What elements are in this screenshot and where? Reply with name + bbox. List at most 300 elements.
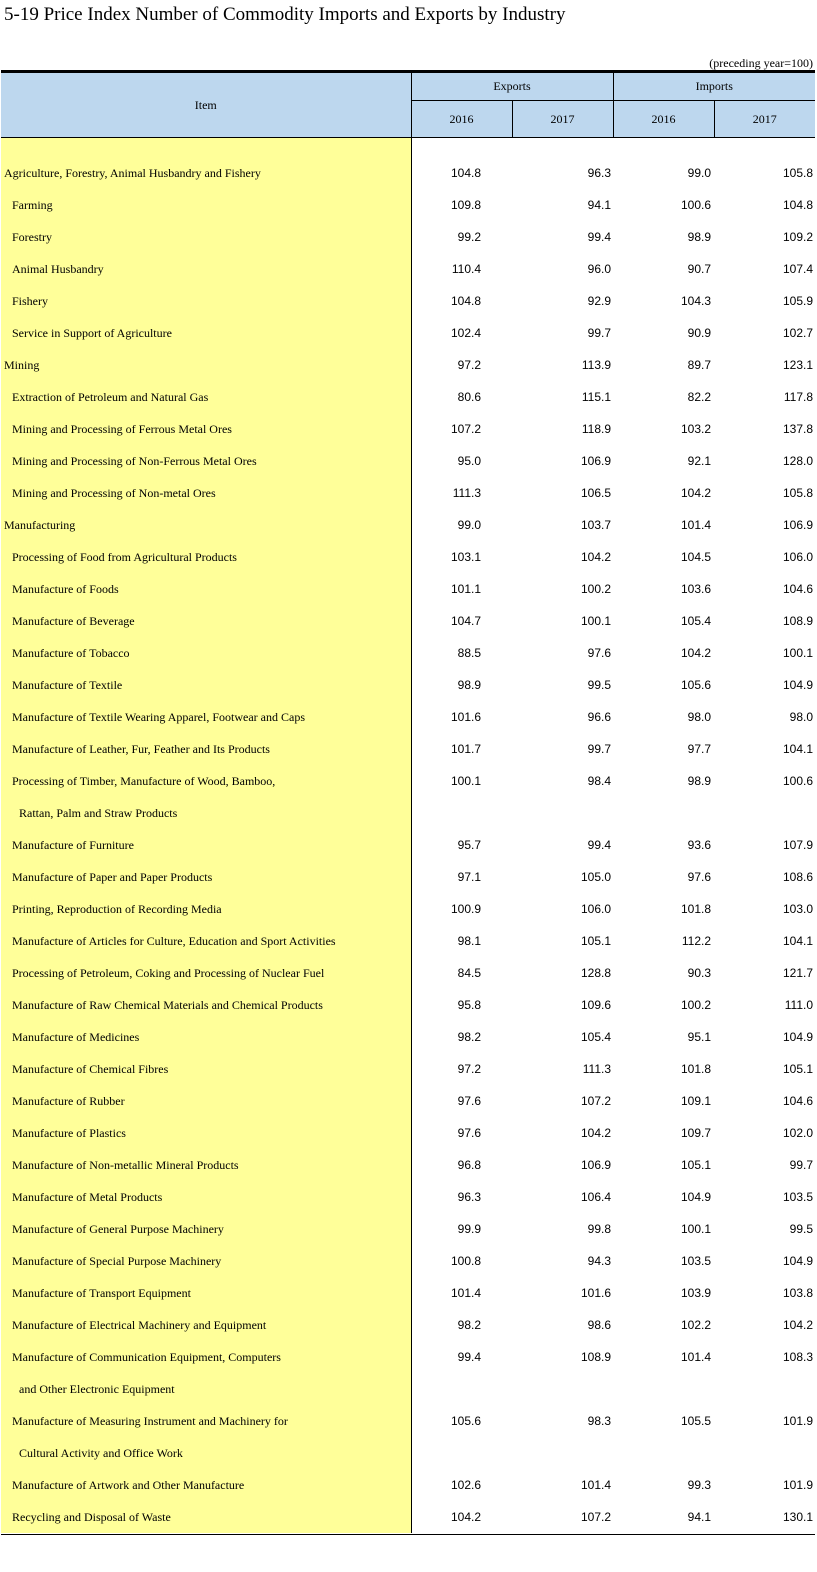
unit-note: (preceding year=100) <box>709 56 813 70</box>
row-label: Mining and Processing of Non-Ferrous Metal Ores <box>12 453 257 468</box>
row-label: Manufacture of Rubber <box>12 1093 125 1108</box>
imports-2016-value: 98.9 <box>687 230 711 244</box>
row-label-cell <box>1 1341 411 1373</box>
exports-2016-value: 100.1 <box>450 774 481 788</box>
table-row <box>1 861 815 893</box>
exports-2017-value: 100.1 <box>580 614 611 628</box>
empty-cell <box>512 797 613 829</box>
row-label-cell <box>1 1085 411 1117</box>
row-label: Agriculture, Forestry, Animal Husbandry and Fishery <box>4 165 261 180</box>
row-label-cell <box>1 477 411 509</box>
table-row <box>1 509 815 541</box>
row-label-cell <box>1 605 411 637</box>
table-row <box>1 605 815 637</box>
empty-cell <box>512 1373 613 1405</box>
exports-2016-value: 95.7 <box>457 838 481 852</box>
table-row <box>1 701 815 733</box>
page-title: 5-19 Price Index Number of Commodity Imports and Exports by Industry <box>4 4 566 25</box>
row-label: Manufacture of Measuring Instrument and Machinery for <box>12 1413 288 1428</box>
imports-2017-value: 106.9 <box>782 518 813 532</box>
imports-2016-value: 99.3 <box>687 1478 711 1492</box>
imports-2016-value: 105.1 <box>680 1158 711 1172</box>
imports-2017-value: 107.9 <box>782 838 813 852</box>
imports-2016-value: 105.5 <box>680 1414 711 1428</box>
exports-2016-value: 97.1 <box>457 870 481 884</box>
exports-2017-value: 111.3 <box>582 1062 611 1076</box>
row-label-cell <box>1 541 411 573</box>
header-imports-2017: 2017 <box>714 101 815 138</box>
row-label: Fishery <box>12 293 48 308</box>
exports-2017-value: 92.9 <box>587 294 611 308</box>
row-label-cell <box>1 765 411 797</box>
row-label: Processing of Timber, Manufacture of Wood, Bamboo, <box>12 773 276 788</box>
exports-2017-value: 107.2 <box>580 1510 611 1524</box>
row-label: Mining <box>4 357 40 372</box>
imports-2017-value: 108.6 <box>782 870 813 884</box>
imports-2016-value: 89.7 <box>687 358 711 372</box>
row-label: Manufacture of Leather, Fur, Feather and Its Products <box>12 741 270 756</box>
exports-2017-value: 105.1 <box>580 934 611 948</box>
row-label-cell <box>1 1309 411 1341</box>
row-label: Manufacture of Artwork and Other Manufacture <box>12 1477 245 1492</box>
exports-2017-value: 98.4 <box>587 774 611 788</box>
exports-2016-value: 80.6 <box>457 390 481 404</box>
empty-cell <box>714 797 815 829</box>
imports-2017-value: 100.1 <box>782 646 813 660</box>
imports-2017-value: 111.0 <box>784 998 813 1012</box>
imports-2016-value: 90.9 <box>687 326 711 340</box>
row-label-cell <box>1 1181 411 1213</box>
table-row <box>1 989 815 1021</box>
row-label-continuation: and Other Electronic Equipment <box>19 1381 175 1396</box>
imports-2016-value: 100.6 <box>680 198 711 212</box>
imports-2017-value: 106.0 <box>782 550 813 564</box>
row-label-cell <box>1 253 411 285</box>
table-row <box>1 1309 815 1341</box>
exports-2016-value: 97.2 <box>457 1062 481 1076</box>
imports-2017-value: 103.5 <box>782 1190 813 1204</box>
imports-2016-value: 103.9 <box>680 1286 711 1300</box>
row-label-cell <box>1 637 411 669</box>
exports-2016-value: 110.4 <box>451 262 481 276</box>
imports-2017-value: 104.1 <box>782 934 813 948</box>
imports-2017-value: 108.3 <box>782 1350 813 1364</box>
imports-2016-value: 104.2 <box>680 486 711 500</box>
exports-2017-value: 99.4 <box>587 838 611 852</box>
exports-2016-value: 101.7 <box>450 742 481 756</box>
row-label-cell <box>1 1437 411 1469</box>
imports-2017-value: 98.0 <box>789 710 813 724</box>
imports-2017-value: 104.9 <box>782 1254 813 1268</box>
table-row <box>1 285 815 317</box>
exports-2017-value: 99.7 <box>587 742 611 756</box>
table-row <box>1 221 815 253</box>
row-label-cell <box>1 381 411 413</box>
table-row <box>1 381 815 413</box>
empty-cell <box>714 1437 815 1469</box>
exports-2017-value: 100.2 <box>580 582 611 596</box>
exports-2017-value: 99.8 <box>587 1222 611 1236</box>
exports-2016-value: 99.2 <box>457 230 481 244</box>
imports-2016-value: 99.0 <box>687 166 711 180</box>
imports-2017-value: 117.8 <box>783 390 813 404</box>
imports-2017-value: 100.6 <box>782 774 813 788</box>
row-label-cell <box>1 957 411 989</box>
imports-2016-value: 100.2 <box>680 998 711 1012</box>
exports-2016-value: 100.9 <box>450 902 481 916</box>
exports-2016-value: 97.6 <box>457 1126 481 1140</box>
row-label-cell <box>1 1501 411 1533</box>
row-label-cell <box>1 317 411 349</box>
imports-2016-value: 98.9 <box>687 774 711 788</box>
row-label-cell <box>1 1373 411 1405</box>
row-label-cell <box>1 157 411 189</box>
exports-2016-value: 97.6 <box>457 1094 481 1108</box>
row-label: Processing of Food from Agricultural Products <box>12 549 237 564</box>
imports-2016-value: 105.6 <box>680 678 711 692</box>
exports-2016-value: 104.8 <box>450 166 481 180</box>
row-label-cell <box>1 893 411 925</box>
exports-2016-value: 99.4 <box>457 1350 481 1364</box>
table-row <box>1 1469 815 1501</box>
imports-2016-value: 104.3 <box>680 294 711 308</box>
empty-cell <box>411 1437 512 1469</box>
exports-2016-value: 101.1 <box>450 582 481 596</box>
exports-2017-value: 106.5 <box>580 486 611 500</box>
row-label: Animal Husbandry <box>12 261 104 276</box>
empty-cell <box>613 1437 714 1469</box>
row-label: Manufacture of Special Purpose Machinery <box>12 1253 222 1268</box>
exports-2017-value: 106.9 <box>580 1158 611 1172</box>
table-row <box>1 893 815 925</box>
imports-2017-value: 103.0 <box>782 902 813 916</box>
row-label-cell <box>1 1245 411 1277</box>
imports-2016-value: 93.6 <box>687 838 711 852</box>
exports-2016-value: 84.5 <box>457 966 481 980</box>
row-label-cell <box>1 445 411 477</box>
row-label: Farming <box>12 197 53 212</box>
exports-2016-value: 98.9 <box>457 678 481 692</box>
exports-2016-value: 99.0 <box>457 518 481 532</box>
exports-2016-value: 105.6 <box>450 1414 481 1428</box>
imports-2016-value: 90.3 <box>687 966 711 980</box>
imports-2017-value: 105.1 <box>782 1062 813 1076</box>
table-row <box>1 1245 815 1277</box>
row-label: Manufacture of Beverage <box>12 613 135 628</box>
exports-2017-value: 99.4 <box>587 230 611 244</box>
imports-2016-value: 104.2 <box>680 646 711 660</box>
exports-2016-value: 98.2 <box>457 1030 481 1044</box>
row-label: Extraction of Petroleum and Natural Gas <box>12 389 209 404</box>
exports-2017-value: 99.7 <box>587 326 611 340</box>
row-label-cell <box>1 925 411 957</box>
exports-2016-value: 104.7 <box>450 614 481 628</box>
imports-2016-value: 103.5 <box>680 1254 711 1268</box>
imports-2017-value: 102.7 <box>782 326 813 340</box>
imports-2017-value: 105.8 <box>782 166 813 180</box>
table-row <box>1 957 815 989</box>
row-label-cell <box>1 829 411 861</box>
exports-2016-value: 111.3 <box>452 486 481 500</box>
exports-2016-value: 95.8 <box>457 998 481 1012</box>
imports-2016-value: 94.1 <box>687 1510 711 1524</box>
table-row <box>1 1405 815 1437</box>
header-imports: Imports <box>613 73 815 101</box>
table-row <box>1 1213 815 1245</box>
table-row <box>1 1277 815 1309</box>
table-row <box>1 189 815 221</box>
imports-2017-value: 104.1 <box>782 742 813 756</box>
imports-2017-value: 109.2 <box>782 230 813 244</box>
exports-2017-value: 96.3 <box>587 166 611 180</box>
table-row <box>1 765 815 797</box>
row-label: Manufacture of Articles for Culture, Education and Sport Activities <box>12 933 336 948</box>
row-label-cell <box>1 221 411 253</box>
imports-2016-value: 104.9 <box>680 1190 711 1204</box>
exports-2017-value: 105.4 <box>580 1030 611 1044</box>
imports-2016-value: 102.2 <box>680 1318 711 1332</box>
imports-2016-value: 95.1 <box>687 1030 711 1044</box>
row-label: Manufacture of Textile Wearing Apparel, Footwear and Caps <box>12 709 305 724</box>
imports-2016-value: 103.2 <box>680 422 711 436</box>
table-row <box>1 253 815 285</box>
imports-2017-value: 102.0 <box>782 1126 813 1140</box>
row-label: Printing, Reproduction of Recording Media <box>12 901 222 916</box>
row-label: Processing of Petroleum, Coking and Processing of Nuclear Fuel <box>12 965 325 980</box>
imports-2017-value: 101.9 <box>782 1478 813 1492</box>
row-label: Manufacture of Communication Equipment, Computers <box>12 1349 281 1364</box>
imports-2016-value: 98.0 <box>687 710 711 724</box>
imports-2016-value: 82.2 <box>687 390 711 404</box>
imports-2016-value: 112.2 <box>681 934 711 948</box>
imports-2017-value: 121.7 <box>782 966 813 980</box>
imports-2016-value: 101.8 <box>680 1062 711 1076</box>
exports-2017-value: 105.0 <box>580 870 611 884</box>
imports-2016-value: 104.5 <box>680 550 711 564</box>
row-label-cell <box>1 1405 411 1437</box>
table-row <box>1 1053 815 1085</box>
exports-2016-value: 96.3 <box>457 1190 481 1204</box>
row-label-cell <box>1 797 411 829</box>
row-label: Mining and Processing of Ferrous Metal Ores <box>12 421 232 436</box>
exports-2017-value: 128.8 <box>580 966 611 980</box>
imports-2017-value: 99.5 <box>789 1222 813 1236</box>
exports-2016-value: 99.9 <box>457 1222 481 1236</box>
row-label-cell <box>1 733 411 765</box>
empty-cell <box>512 1437 613 1469</box>
exports-2016-value: 98.1 <box>457 934 481 948</box>
exports-2016-value: 109.8 <box>450 198 481 212</box>
table-row <box>1 733 815 765</box>
exports-2016-value: 107.2 <box>450 422 481 436</box>
imports-2017-value: 128.0 <box>782 454 813 468</box>
row-label-cell <box>1 1213 411 1245</box>
exports-2017-value: 107.2 <box>580 1094 611 1108</box>
row-label: Manufacture of Transport Equipment <box>12 1285 191 1300</box>
table-body <box>1 138 815 1534</box>
imports-2016-value: 97.7 <box>687 742 711 756</box>
table-row <box>1 1021 815 1053</box>
header-item: Item <box>1 73 411 138</box>
row-label: Service in Support of Agriculture <box>12 325 172 340</box>
exports-2016-value: 102.6 <box>450 1478 481 1492</box>
exports-2016-value: 100.8 <box>450 1254 481 1268</box>
imports-2016-value: 109.7 <box>680 1126 711 1140</box>
table-row <box>1 445 815 477</box>
table-row <box>1 1501 815 1533</box>
row-label-cell <box>1 1117 411 1149</box>
table-row <box>1 1149 815 1181</box>
empty-cell <box>613 1373 714 1405</box>
imports-2017-value: 130.1 <box>782 1510 813 1524</box>
imports-2017-value: 104.2 <box>782 1318 813 1332</box>
table-row-continuation <box>1 797 815 829</box>
row-label: Manufacture of Foods <box>12 581 119 596</box>
exports-2017-value: 98.6 <box>587 1318 611 1332</box>
exports-2017-value: 106.4 <box>580 1190 611 1204</box>
table-row <box>1 1341 815 1373</box>
exports-2017-value: 106.9 <box>580 454 611 468</box>
row-label-cell <box>1 573 411 605</box>
exports-2017-value: 101.4 <box>580 1478 611 1492</box>
row-label-continuation: Rattan, Palm and Straw Products <box>19 805 178 820</box>
imports-2017-value: 123.1 <box>782 358 813 372</box>
exports-2017-value: 113.9 <box>581 358 611 372</box>
exports-2016-value: 88.5 <box>457 646 481 660</box>
header-exports: Exports <box>411 73 613 101</box>
table-row <box>1 829 815 861</box>
imports-2016-value: 92.1 <box>687 454 711 468</box>
table-row <box>1 1117 815 1149</box>
exports-2017-value: 104.2 <box>580 550 611 564</box>
imports-2017-value: 137.8 <box>782 422 813 436</box>
row-label: Recycling and Disposal of Waste <box>12 1509 171 1524</box>
table-row <box>1 317 815 349</box>
exports-2017-value: 94.1 <box>587 198 611 212</box>
header-imports-2016: 2016 <box>613 101 714 138</box>
exports-2017-value: 109.6 <box>580 998 611 1012</box>
table-row <box>1 413 815 445</box>
empty-cell <box>411 1373 512 1405</box>
imports-2016-value: 101.8 <box>680 902 711 916</box>
row-label-cell <box>1 861 411 893</box>
row-label-cell <box>1 349 411 381</box>
empty-cell <box>714 1373 815 1405</box>
row-label: Manufacture of Non-metallic Mineral Products <box>12 1157 239 1172</box>
header-exports-2017: 2017 <box>512 101 613 138</box>
row-label: Manufacture of Plastics <box>12 1125 126 1140</box>
imports-2017-value: 104.6 <box>782 582 813 596</box>
imports-2017-value: 105.9 <box>782 294 813 308</box>
exports-2017-value: 118.9 <box>581 422 611 436</box>
imports-2016-value: 101.4 <box>680 518 711 532</box>
imports-2016-value: 103.6 <box>680 582 711 596</box>
exports-2017-value: 103.7 <box>580 518 611 532</box>
imports-2016-value: 100.1 <box>680 1222 711 1236</box>
imports-2017-value: 105.8 <box>782 486 813 500</box>
exports-2016-value: 98.2 <box>457 1318 481 1332</box>
row-label: Manufacture of Raw Chemical Materials and Chemical Products <box>12 997 323 1012</box>
price-index-table <box>1 72 815 1533</box>
table-row <box>1 669 815 701</box>
row-label-cell <box>1 1021 411 1053</box>
imports-2017-value: 104.6 <box>782 1094 813 1108</box>
exports-2017-value: 106.0 <box>580 902 611 916</box>
exports-2016-value: 101.4 <box>450 1286 481 1300</box>
imports-2017-value: 107.4 <box>782 262 813 276</box>
row-label: Manufacture of Tobacco <box>12 645 130 660</box>
exports-2017-value: 96.0 <box>587 262 611 276</box>
imports-2017-value: 104.8 <box>782 198 813 212</box>
row-label: Manufacture of Textile <box>12 677 123 692</box>
imports-2017-value: 99.7 <box>789 1158 813 1172</box>
row-label: Manufacture of Metal Products <box>12 1189 163 1204</box>
exports-2017-value: 115.1 <box>581 390 611 404</box>
imports-2016-value: 101.4 <box>680 1350 711 1364</box>
empty-cell <box>411 797 512 829</box>
table-row-continuation <box>1 1437 815 1469</box>
exports-2016-value: 104.8 <box>450 294 481 308</box>
table-row <box>1 541 815 573</box>
exports-2016-value: 96.8 <box>457 1158 481 1172</box>
row-label: Manufacture of Chemical Fibres <box>12 1061 169 1076</box>
table-row-continuation <box>1 1373 815 1405</box>
row-label: Manufacture of General Purpose Machinery <box>12 1221 224 1236</box>
exports-2017-value: 96.6 <box>587 710 611 724</box>
exports-2017-value: 104.2 <box>580 1126 611 1140</box>
imports-2016-value: 90.7 <box>687 262 711 276</box>
imports-2016-value: 109.1 <box>680 1094 711 1108</box>
exports-2017-value: 97.6 <box>587 646 611 660</box>
row-label-cell <box>1 413 411 445</box>
row-label-cell <box>1 669 411 701</box>
table-row <box>1 477 815 509</box>
imports-2016-value: 105.4 <box>680 614 711 628</box>
row-label: Manufacture of Electrical Machinery and Equipment <box>12 1317 267 1332</box>
table-row <box>1 925 815 957</box>
imports-2017-value: 104.9 <box>782 1030 813 1044</box>
exports-2016-value: 104.2 <box>450 1510 481 1524</box>
exports-2016-value: 95.0 <box>457 454 481 468</box>
row-label-cell <box>1 1469 411 1501</box>
exports-2016-value: 97.2 <box>457 358 481 372</box>
table-row <box>1 157 815 189</box>
imports-2017-value: 104.9 <box>782 678 813 692</box>
row-label: Manufacture of Paper and Paper Products <box>12 869 213 884</box>
exports-2017-value: 108.9 <box>580 1350 611 1364</box>
row-label: Manufacture of Medicines <box>12 1029 140 1044</box>
row-label-cell <box>1 1053 411 1085</box>
imports-2016-value: 97.6 <box>687 870 711 884</box>
table-row <box>1 349 815 381</box>
row-label-cell <box>1 509 411 541</box>
exports-2016-value: 101.6 <box>450 710 481 724</box>
exports-2017-value: 99.5 <box>587 678 611 692</box>
exports-2017-value: 98.3 <box>587 1414 611 1428</box>
imports-2017-value: 108.9 <box>782 614 813 628</box>
price-index-table-frame <box>1 70 815 1533</box>
exports-2016-value: 103.1 <box>450 550 481 564</box>
row-label: Manufacture of Furniture <box>12 837 134 852</box>
table-row <box>1 573 815 605</box>
row-label: Forestry <box>12 229 52 244</box>
table-row <box>1 637 815 669</box>
row-label-cell <box>1 285 411 317</box>
empty-cell <box>613 797 714 829</box>
row-label: Manufacturing <box>4 517 76 532</box>
imports-2017-value: 101.9 <box>782 1414 813 1428</box>
row-label-cell <box>1 189 411 221</box>
